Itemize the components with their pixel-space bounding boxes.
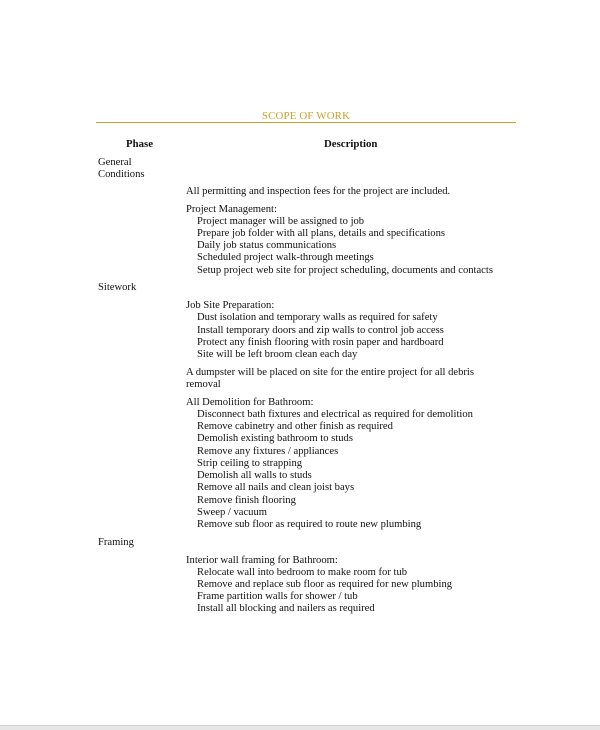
list-item: Demolish existing bathroom to studs	[197, 433, 353, 444]
list-item: Site will be left broom clean each day	[197, 349, 358, 360]
list-item: Sweep / vacuum	[197, 507, 268, 518]
list-item: Protect any finish flooring with rosin paper and hardboard	[197, 337, 444, 348]
interior-framing-heading: Interior wall framing for Bathroom:	[186, 555, 338, 566]
list-item: Scheduled project walk-through meetings	[197, 252, 374, 263]
demolition-heading: All Demolition for Bathroom:	[186, 397, 314, 408]
project-management-heading: Project Management:	[186, 204, 277, 215]
list-item: Remove finish flooring	[197, 495, 296, 506]
job-site-preparation-heading: Job Site Preparation:	[186, 300, 275, 311]
list-item: Disconnect bath fixtures and electrical as required for demolition	[197, 409, 473, 420]
list-item: Strip ceiling to strapping	[197, 458, 303, 469]
list-item: Relocate wall into bedroom to make room for tub	[197, 567, 408, 578]
description-column-header: Description	[324, 138, 378, 150]
list-item: Dust isolation and temporary walls as required for safety	[197, 312, 438, 323]
list-item: Setup project web site for project scheduling, documents and contacts	[197, 265, 493, 276]
list-item: Demolish all walls to studs	[197, 470, 312, 481]
list-item: Remove sub floor as required to route new plumbing	[197, 519, 422, 530]
title-divider	[96, 122, 516, 123]
phase-label-framing: Framing	[98, 537, 134, 548]
list-item: Install all blocking and nailers as required	[197, 603, 375, 614]
document-title: SCOPE OF WORK	[261, 110, 351, 122]
list-item: Install temporary doors and zip walls to control job access	[197, 325, 444, 336]
permit-fees-text: All permitting and inspection fees for the project are included.	[186, 186, 451, 197]
page-bottom-edge	[0, 725, 600, 730]
list-item: Prepare job folder with all plans, details and specifications	[197, 228, 445, 239]
dumpster-text: A dumpster will be placed on site for the entire project for all debris removal	[186, 367, 475, 391]
phase-label-sitework: Sitework	[98, 282, 137, 293]
phase-column-header: Phase	[126, 138, 153, 150]
list-item: Remove all nails and clean joist bays	[197, 482, 355, 493]
list-item: Project manager will be assigned to job	[197, 216, 365, 227]
list-item: Daily job status communications	[197, 240, 337, 251]
list-item: Frame partition walls for shower / tub	[197, 591, 358, 602]
list-item: Remove and replace sub floor as required for new plumbing	[197, 579, 453, 590]
list-item: Remove any fixtures / appliances	[197, 446, 339, 457]
phase-label-conditions: Conditions	[98, 169, 145, 180]
list-item: Remove cabinetry and other finish as required	[197, 421, 393, 432]
phase-label-general: General	[98, 157, 132, 168]
